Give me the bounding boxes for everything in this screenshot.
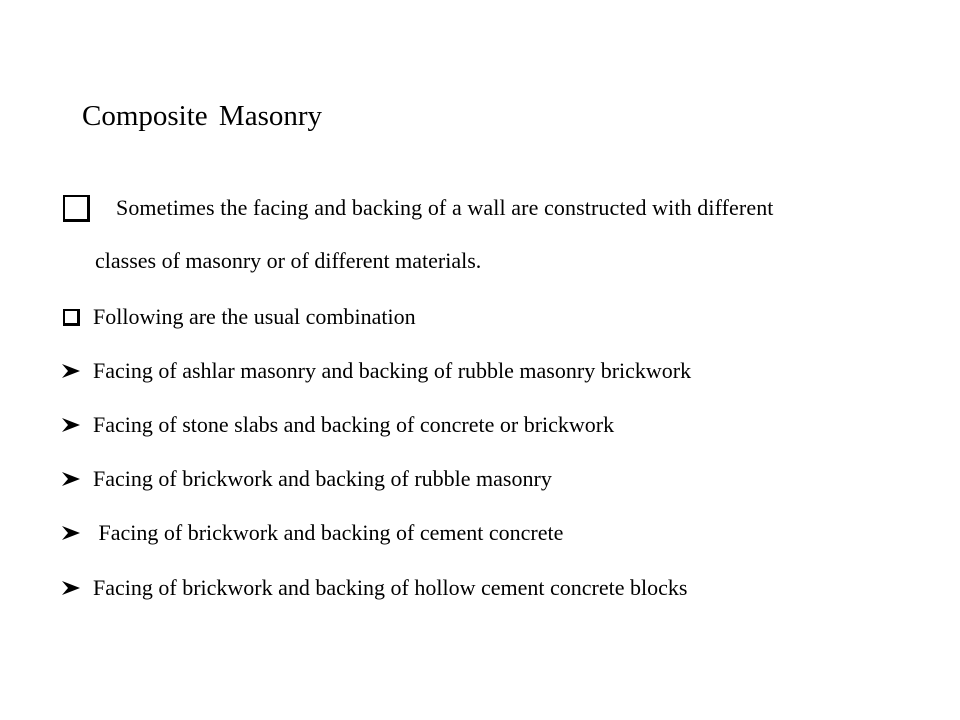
list-item xyxy=(60,356,691,386)
list-item-text: Facing of ashlar masonry and backing of rubble masonry brickwork xyxy=(93,358,692,383)
list-item-text: Facing of stone slabs and backing of concrete or brickwork xyxy=(93,412,615,437)
lead-bullet xyxy=(60,193,774,223)
lead-text-line2: classes of masonry or of different materials. xyxy=(95,248,482,273)
square-bullet-icon xyxy=(63,309,80,326)
list-item-text: Facing of brickwork and backing of hollow cement concrete blocks xyxy=(93,575,688,600)
list-item xyxy=(60,518,563,548)
list-item xyxy=(60,573,687,603)
square-bullet-icon xyxy=(63,195,90,222)
arrow-bullet-icon xyxy=(60,524,82,542)
list-item xyxy=(60,410,614,440)
arrow-bullet-icon xyxy=(60,416,82,434)
list-item-text: Facing of brickwork and backing of cement concrete xyxy=(93,520,564,545)
slide-title: Composite Masonry xyxy=(82,100,323,132)
arrow-bullet-icon xyxy=(60,470,82,488)
list-item xyxy=(60,464,552,494)
list-item-text: Facing of brickwork and backing of rubble masonry xyxy=(93,466,552,491)
intro-text: Following are the usual combination xyxy=(93,304,416,329)
lead-text-line1: Sometimes the facing and backing of a wall are constructed with different xyxy=(116,195,774,220)
arrow-bullet-icon xyxy=(60,579,82,597)
intro-bullet xyxy=(60,302,416,332)
arrow-bullet-icon xyxy=(60,362,82,380)
